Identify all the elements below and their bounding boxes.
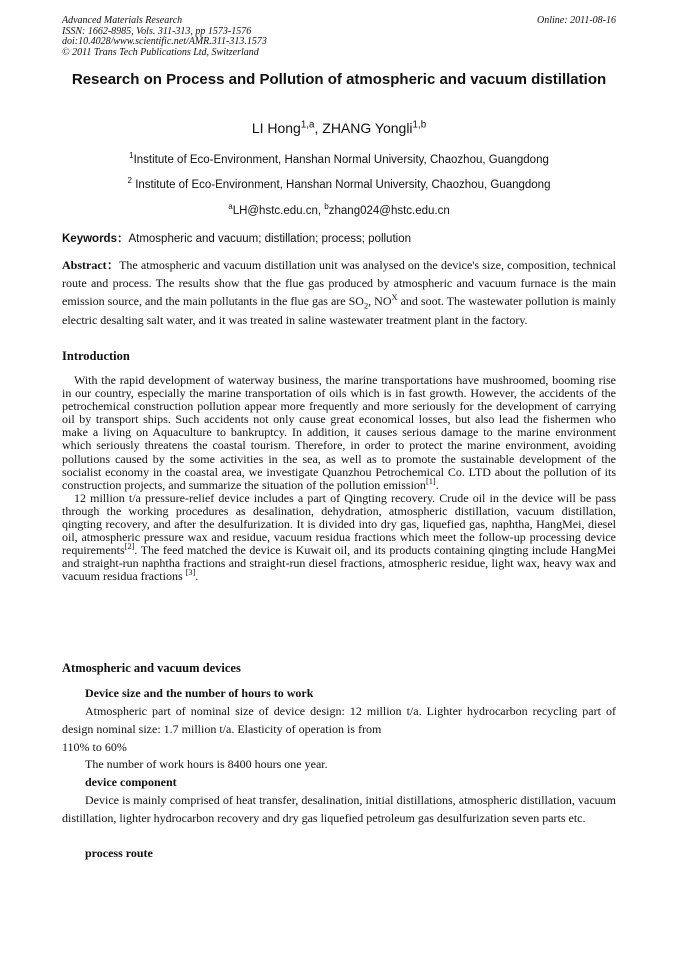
device-size-paragraph-1: Atmospheric part of nominal size of device design: 12 million t/a. Lighter hydrocarbon recycling part of design nominal size: 1.7 million t/a. Elasticity of operation is from bbox=[62, 704, 616, 736]
copyright-line: © 2011 Trans Tech Publications Ltd, Switzerland bbox=[62, 46, 259, 58]
intro-paragraph-1 bbox=[62, 374, 616, 492]
author-1: LI Hong bbox=[251, 120, 301, 136]
introduction-body bbox=[62, 374, 616, 584]
abstract-label: Abstract bbox=[62, 258, 107, 272]
intro-p1-end: . bbox=[435, 477, 439, 492]
affiliation-1-sup: 1 bbox=[129, 151, 134, 161]
doi-line: doi:10.4028/www.scientific.net/AMR.311-313.1573 bbox=[62, 36, 267, 47]
abstract bbox=[62, 256, 616, 329]
device-component-paragraph: Device is mainly comprised of heat transfer, desalination, initial distillations, atmospheric distillation, vacuum distillation, lighter hydrocarbon recovery and dry gas liquefied petroleum gas desulfurization seven parts etc. bbox=[62, 793, 616, 825]
introduction-heading: Introduction bbox=[62, 349, 130, 363]
email-b-sup: b bbox=[324, 202, 329, 212]
intro-p2-text-a: 12 million t/a pressure-relief device includes a part of Qingting recovery. Crude oil in the device will be pass through the working procedures as desalination, dehydration, atmospheric distillation, vacuum distillation, qingting recovery, and after the desulfurization. It is divided into dry gas, liquefied gas, naphtha, HangMei, diesel oil, atmospheric pressure wax and residue, vacuum residua fractions which meet the follow-up processing device requirements bbox=[62, 490, 616, 558]
affiliation-2 bbox=[0, 176, 678, 191]
intro-p2-text-b: . The feed matched the device is Kuwait oil, and its products containing qingting include HangMei and straight-run naphtha fractions and straight-run diesel fractions, atmospheric residue, light wax, heavy wax and vacuum residua fractions bbox=[62, 543, 616, 584]
ref-2[interactable]: [2] bbox=[124, 542, 135, 552]
intro-p1-text: With the rapid development of waterway business, the marine transportations have mushroomed, booming rise in our country, especially the marine transportation of oils which is in fast growth. However, the accidents of the petrochemical construction pollution appear more frequently and more seriously for the development of carrying oil by transport ships. Such accidents not only cause great economical losses, but also lead the fishermen who make a living on Aquaculture to bankruptcy. In addition, it causes serious damage to the marine environment which seriously threatens the coastal tourism. Therefore, in order to protect the marine environment, avoiding pollutions caused by the some activities in the sea, as well as to promote the sustainable development of the socialist economy in the coastal area, we investigate Quanzhou Petrochemical Co. LTD about the pollution of its construction projects, and summarize the situation of the pollution emission bbox=[62, 373, 616, 492]
author-2: ZHANG Yongli bbox=[322, 120, 413, 136]
author-1-sup: 1,a bbox=[300, 119, 315, 131]
journal-name: Advanced Materials Research bbox=[62, 15, 183, 26]
abstract-text-3: and soot. The wastewater pollution is mainly electric desalting salt water, and it was treated in saline wastewater treatment plant in the factory. bbox=[62, 294, 616, 327]
device-size-body bbox=[62, 703, 616, 774]
abstract-text-2: , NO bbox=[368, 294, 392, 309]
author-2-sup: 1,b bbox=[412, 119, 427, 131]
intro-p2-end: . bbox=[195, 569, 199, 584]
nox-sup: X bbox=[391, 293, 398, 303]
keywords-colon: ： bbox=[116, 233, 129, 245]
journal-header bbox=[62, 16, 616, 58]
author-line bbox=[0, 120, 678, 136]
subheading-process-route: process route bbox=[85, 846, 153, 860]
keywords-text: Atmospheric and vacuum; distillation; process; pollution bbox=[128, 233, 411, 245]
email-a-sup: a bbox=[228, 202, 233, 212]
subheading-device-component: device component bbox=[85, 775, 177, 789]
device-size-paragraph-1b: 110% to 60% bbox=[62, 739, 127, 754]
abstract-colon: ： bbox=[106, 258, 120, 272]
email-b[interactable]: zhang024@hstc.edu.cn bbox=[328, 205, 450, 217]
ref-3[interactable]: [3] bbox=[185, 568, 196, 578]
devices-heading: Atmospheric and vacuum devices bbox=[62, 661, 241, 675]
affiliation-2-sup: 2 bbox=[127, 176, 132, 186]
intro-paragraph-2 bbox=[62, 492, 616, 584]
keywords-label: Keywords bbox=[62, 233, 117, 245]
device-component-body bbox=[62, 792, 616, 828]
ref-1[interactable]: [1] bbox=[425, 476, 436, 486]
abstract-text-1: The atmospheric and vacuum distillation unit was analysed on the device's size, composition, technical route and process. The results show that the flue gas produced by atmospheric and vacuum furnace is the main emission source, and the main pollutants in the flue gas are SO bbox=[62, 258, 616, 309]
so2-sub: 2 bbox=[363, 301, 369, 311]
email-a[interactable]: LH@hstc.edu.cn, bbox=[232, 205, 325, 217]
affiliation-2-text: Institute of Eco-Environment, Hanshan Normal University, Chaozhou, Guangdong bbox=[132, 179, 551, 191]
author-separator: , bbox=[314, 120, 323, 136]
issn-line: ISSN: 1662-8985, Vols. 311-313, pp 1573-1576 bbox=[62, 25, 252, 37]
online-date: Online: 2011-08-16 bbox=[537, 15, 616, 26]
paper-title: Research on Process and Pollution of atmospheric and vacuum distillation bbox=[71, 71, 607, 88]
device-size-paragraph-2: The number of work hours is 8400 hours one year. bbox=[85, 757, 328, 772]
keywords bbox=[62, 230, 616, 246]
email-line bbox=[0, 202, 678, 217]
affiliation-1-text: Institute of Eco-Environment, Hanshan Normal University, Chaozhou, Guangdong bbox=[133, 154, 549, 166]
subheading-device-size: Device size and the number of hours to work bbox=[85, 686, 314, 700]
affiliation-1 bbox=[0, 151, 678, 166]
